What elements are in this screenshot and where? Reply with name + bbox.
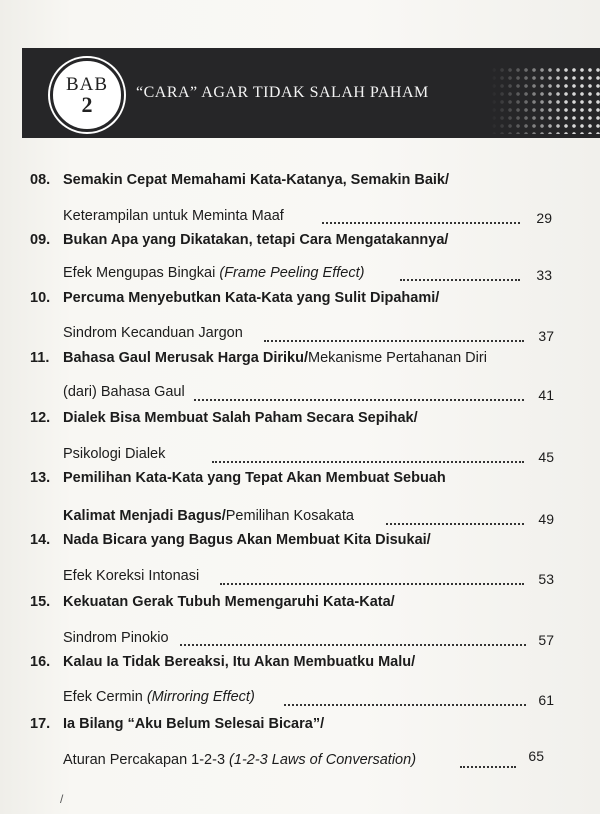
entry-subtitle-text: Efek Cermin bbox=[63, 689, 147, 705]
entry-number: 12. bbox=[30, 410, 51, 426]
entry-subtitle: Sindrom Kecanduan Jargon bbox=[63, 325, 243, 341]
chapter-badge bbox=[50, 58, 124, 132]
entry-title: Pemilihan Kata-Kata yang Tepat Akan Membuat Sebuah bbox=[63, 470, 446, 486]
entry-number: 09. bbox=[30, 232, 51, 248]
entry-title: Percuma Menyebutkan Kata-Kata yang Sulit Dipahami/ bbox=[63, 290, 440, 306]
page-number: 37 bbox=[538, 328, 554, 344]
entry-subtitle bbox=[63, 689, 255, 705]
entry-number: 16. bbox=[30, 654, 51, 670]
entry-subtitle: Keterampilan untuk Meminta Maaf bbox=[63, 208, 284, 224]
dot-leader bbox=[400, 267, 520, 281]
entry-title-tail: Mekanisme Pertahanan Diri bbox=[308, 350, 487, 366]
entry-title: Ia Bilang “Aku Belum Selesai Bicara”/ bbox=[63, 716, 325, 732]
dot-leader bbox=[194, 387, 524, 401]
bab-number: 2 bbox=[81, 91, 93, 117]
page-number: 29 bbox=[536, 210, 552, 226]
page-number: 53 bbox=[538, 571, 554, 587]
entry-title: Dialek Bisa Membuat Salah Paham Secara Sepihak/ bbox=[63, 410, 418, 426]
entry-number: 13. bbox=[30, 470, 51, 486]
bab-label: BAB bbox=[65, 73, 109, 95]
dot-leader bbox=[212, 449, 524, 463]
chapter-title: “CARA” AGAR TIDAK SALAH PAHAM bbox=[136, 84, 429, 101]
entry-number: 17. bbox=[30, 716, 51, 732]
page-number: 57 bbox=[538, 632, 554, 648]
entry-subtitle bbox=[63, 508, 354, 524]
entry-number: 14. bbox=[30, 532, 51, 548]
entry-subtitle-italic: (Mirroring Effect) bbox=[146, 689, 255, 705]
entry-number: 10. bbox=[30, 290, 51, 306]
page-number: 61 bbox=[538, 692, 554, 708]
entry-title-bold: Bahasa Gaul Merusak Harga Diriku/ bbox=[63, 350, 308, 366]
dot-pattern-decoration bbox=[490, 66, 600, 134]
entry-subtitle: (dari) Bahasa Gaul bbox=[63, 384, 185, 400]
page-number: 45 bbox=[538, 449, 554, 465]
page-number: 33 bbox=[536, 267, 552, 283]
dot-leader bbox=[386, 511, 524, 525]
entry-number: 15. bbox=[30, 594, 51, 610]
entry-subtitle bbox=[63, 265, 364, 281]
footer-mark: / bbox=[60, 792, 64, 806]
entry-title: Bukan Apa yang Dikatakan, tetapi Cara Mengatakannya/ bbox=[63, 232, 449, 248]
dot-leader bbox=[284, 692, 526, 706]
entry-subtitle-text: Pemilihan Kosakata bbox=[225, 508, 354, 524]
entry-title-continued: Kalimat Menjadi Bagus/ bbox=[63, 508, 226, 524]
entry-subtitle: Psikologi Dialek bbox=[63, 446, 166, 462]
entry-subtitle-italic: (1-2-3 Laws of Conversation) bbox=[229, 752, 417, 768]
chapter-header bbox=[22, 48, 600, 138]
dot-leader bbox=[220, 571, 524, 585]
entry-number: 11. bbox=[30, 350, 50, 366]
dot-leader bbox=[180, 632, 526, 646]
entry-number: 08. bbox=[30, 172, 51, 188]
page-number: 49 bbox=[538, 511, 554, 527]
dot-leader bbox=[322, 210, 520, 224]
entry-title: Semakin Cepat Memahami Kata-Katanya, Semakin Baik/ bbox=[63, 172, 450, 188]
entry-subtitle: Efek Koreksi Intonasi bbox=[63, 568, 200, 584]
entry-title: Kalau Ia Tidak Bereaksi, Itu Akan Membuatku Malu/ bbox=[63, 654, 416, 670]
entry-subtitle bbox=[63, 752, 416, 768]
entry-subtitle-italic: (Frame Peeling Effect) bbox=[219, 265, 365, 281]
page-number: 65 bbox=[528, 748, 544, 764]
entry-title: Kekuatan Gerak Tubuh Memengaruhi Kata-Kata/ bbox=[63, 594, 395, 610]
entry-subtitle-text: Aturan Percakapan 1-2-3 bbox=[63, 752, 230, 768]
entry-title bbox=[63, 350, 487, 366]
dot-leader bbox=[264, 328, 524, 342]
dot-leader bbox=[460, 754, 516, 768]
entry-title: Nada Bicara yang Bagus Akan Membuat Kita Disukai/ bbox=[63, 532, 431, 548]
entry-subtitle-text: Efek Mengupas Bingkai bbox=[63, 265, 220, 281]
page-number: 41 bbox=[538, 387, 554, 403]
entry-subtitle: Sindrom Pinokio bbox=[63, 630, 169, 646]
